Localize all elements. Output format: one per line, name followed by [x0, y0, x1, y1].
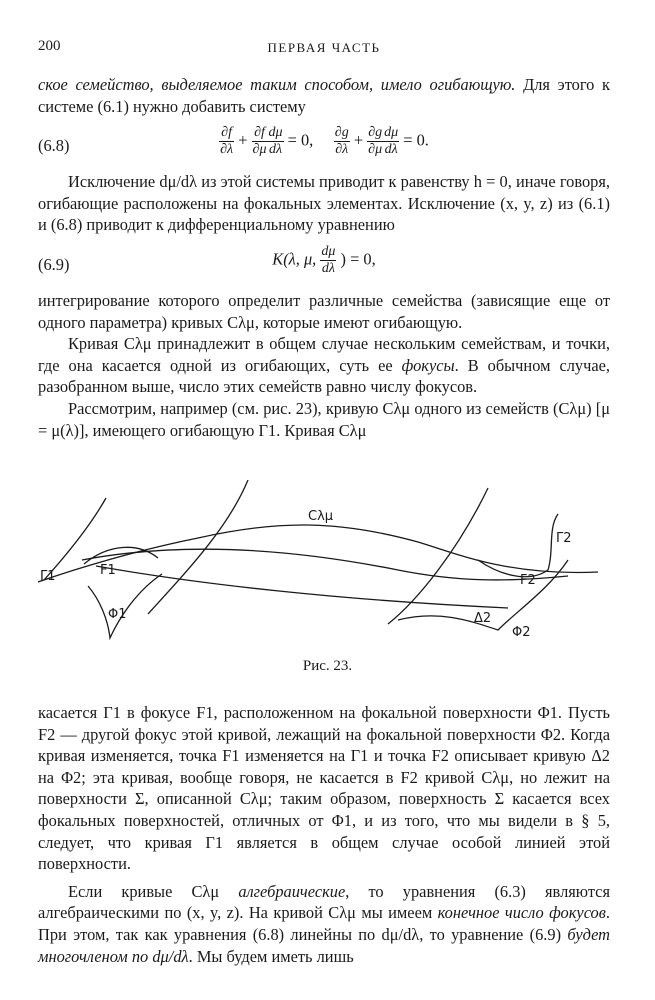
denominator: ∂μ: [252, 142, 267, 158]
denominator: dλ: [384, 142, 398, 158]
label-c-lambda-mu: Cλμ: [308, 509, 334, 524]
paragraph-text: . При этом, так как уравнения (6.8) линейны по dμ/dλ, то уравнение (6.9): [38, 903, 610, 944]
fraction: [268, 125, 284, 158]
figure-drawing: [38, 480, 610, 650]
page-number: 200: [38, 38, 61, 54]
label-f1: F1: [100, 563, 116, 578]
fraction: [320, 244, 336, 277]
numerator: dμ: [268, 125, 283, 141]
equals-zero: = 0.: [403, 130, 429, 150]
italic-term: будет многочленом по dμ/dλ: [38, 924, 610, 966]
plus-sign: +: [238, 130, 248, 150]
numerator: ∂f: [219, 125, 234, 142]
equation-6-8: [38, 117, 610, 171]
figure-23: [38, 480, 610, 650]
gamma1-curve: [44, 498, 106, 580]
equation-number: (6.9): [38, 254, 70, 274]
paragraph-text: . Мы будем иметь лишь: [188, 946, 354, 966]
label-gamma1: Γ1: [40, 569, 56, 584]
paragraph-text: , то уравнения (6.3) являются алгебраическими по (x, y, z). На кривой Cλμ мы имеем: [38, 881, 610, 923]
label-phi1: Φ1: [108, 607, 127, 622]
paragraph: интегрирование которого определит различные семейства (зависящие еще от одного параметра) кривых Cλμ, которые имеют огибающую.: [38, 290, 610, 332]
denominator: dλ: [268, 142, 283, 158]
equation-body: [38, 244, 610, 277]
paragraph-text: Для этого к системе (6.1) нужно добавить систему: [38, 75, 610, 116]
denominator: ∂λ: [335, 142, 349, 158]
equation-rhs: ) = 0,: [340, 249, 376, 269]
plus-sign: +: [353, 130, 364, 150]
delta2-line: [96, 566, 508, 608]
paragraph-text: Кривая Cλμ принадлежит в общем случае нескольким семействам, и точки, где она касается одной из огибающих, суть ее: [38, 334, 610, 375]
paragraph: [38, 333, 610, 398]
equation-6-9: [38, 236, 610, 290]
italic-term: алгебраические: [238, 881, 346, 901]
italic-term: конечное число фокусов: [437, 903, 606, 923]
equation-body: [38, 125, 610, 158]
paragraph: Рассмотрим, например (см. рис. 23), кривую Cλμ одного из семейств (Cλμ) [μ = μ(λ)], имеющего огибающую Γ1. Кривая Cλμ: [38, 398, 610, 440]
numerator: ∂g: [334, 125, 349, 141]
numerator: ∂f: [252, 125, 268, 142]
fraction: [367, 125, 383, 158]
label-f2: F2: [520, 573, 536, 588]
label-phi2: Φ2: [512, 625, 531, 640]
equation-lhs: K(λ, μ,: [272, 249, 317, 269]
fraction: [219, 125, 234, 158]
fraction: [383, 125, 399, 158]
denominator: dλ: [321, 260, 335, 276]
italic-term: фокусы: [401, 355, 455, 375]
fraction: [334, 125, 350, 158]
fraction: [252, 125, 268, 158]
paragraph-text: Если кривые Cλμ: [68, 881, 239, 901]
numerator: dμ: [321, 243, 336, 259]
equation-number: (6.8): [38, 136, 70, 156]
denominator: ∂μ: [368, 142, 383, 158]
paragraph: касается Γ1 в фокусе F1, расположенном на фокальной поверхности Φ1. Пусть F2 — другой фокус этой кривой, лежащий на фокальной поверхности Φ2. Когда кривая изменяется, точка F1 изменяется на Γ1 и точка F2 описывает кривую Δ2 на Φ2; эта кривая, вообще говоря, не касается в F2 кривой Cλμ, но лежит на поверхности Σ, описанной Cλμ; таким образом, поверхность Σ касается всех фокальных поверхностей, отличных от Φ1, и из того, что мы видели в § 5, следует, что кривая Γ1 является в общем случае особой линией этой поверхности.: [38, 703, 610, 874]
equals-zero: = 0,: [287, 130, 314, 150]
paragraph: [38, 881, 610, 967]
paragraph-text: . В обычном случае, разобранном выше, число этих семейств равно числу фокусов.: [38, 355, 610, 397]
surface-edge-left: [148, 480, 248, 614]
label-gamma2: Γ2: [556, 531, 572, 546]
paragraph: Исключение dμ/dλ из этой системы приводит к равенству h = 0, иначе говоря, огибающие расположены на фокальных элементах. Исключение (x, y, z) из (6.1) и (6.8) приводит к дифференциальному уравнению: [38, 172, 610, 235]
paragraph: [38, 74, 610, 117]
page-header: [38, 38, 610, 60]
text-block-top: [38, 74, 610, 441]
phi1-surface: [88, 574, 162, 638]
gamma2-curve: [478, 514, 558, 577]
label-delta2: Δ2: [474, 611, 492, 626]
numerator: dμ: [384, 125, 399, 141]
running-title: ПЕРВАЯ ЧАСТЬ: [267, 40, 381, 55]
numerator: ∂g: [368, 125, 383, 141]
italic-phrase: ское семейство, выделяемое таким способом, имело огибающую.: [38, 75, 516, 94]
figure-caption: Рис. 23.: [302, 658, 353, 674]
text-block-bottom: [38, 702, 610, 967]
denominator: ∂λ: [220, 142, 234, 158]
